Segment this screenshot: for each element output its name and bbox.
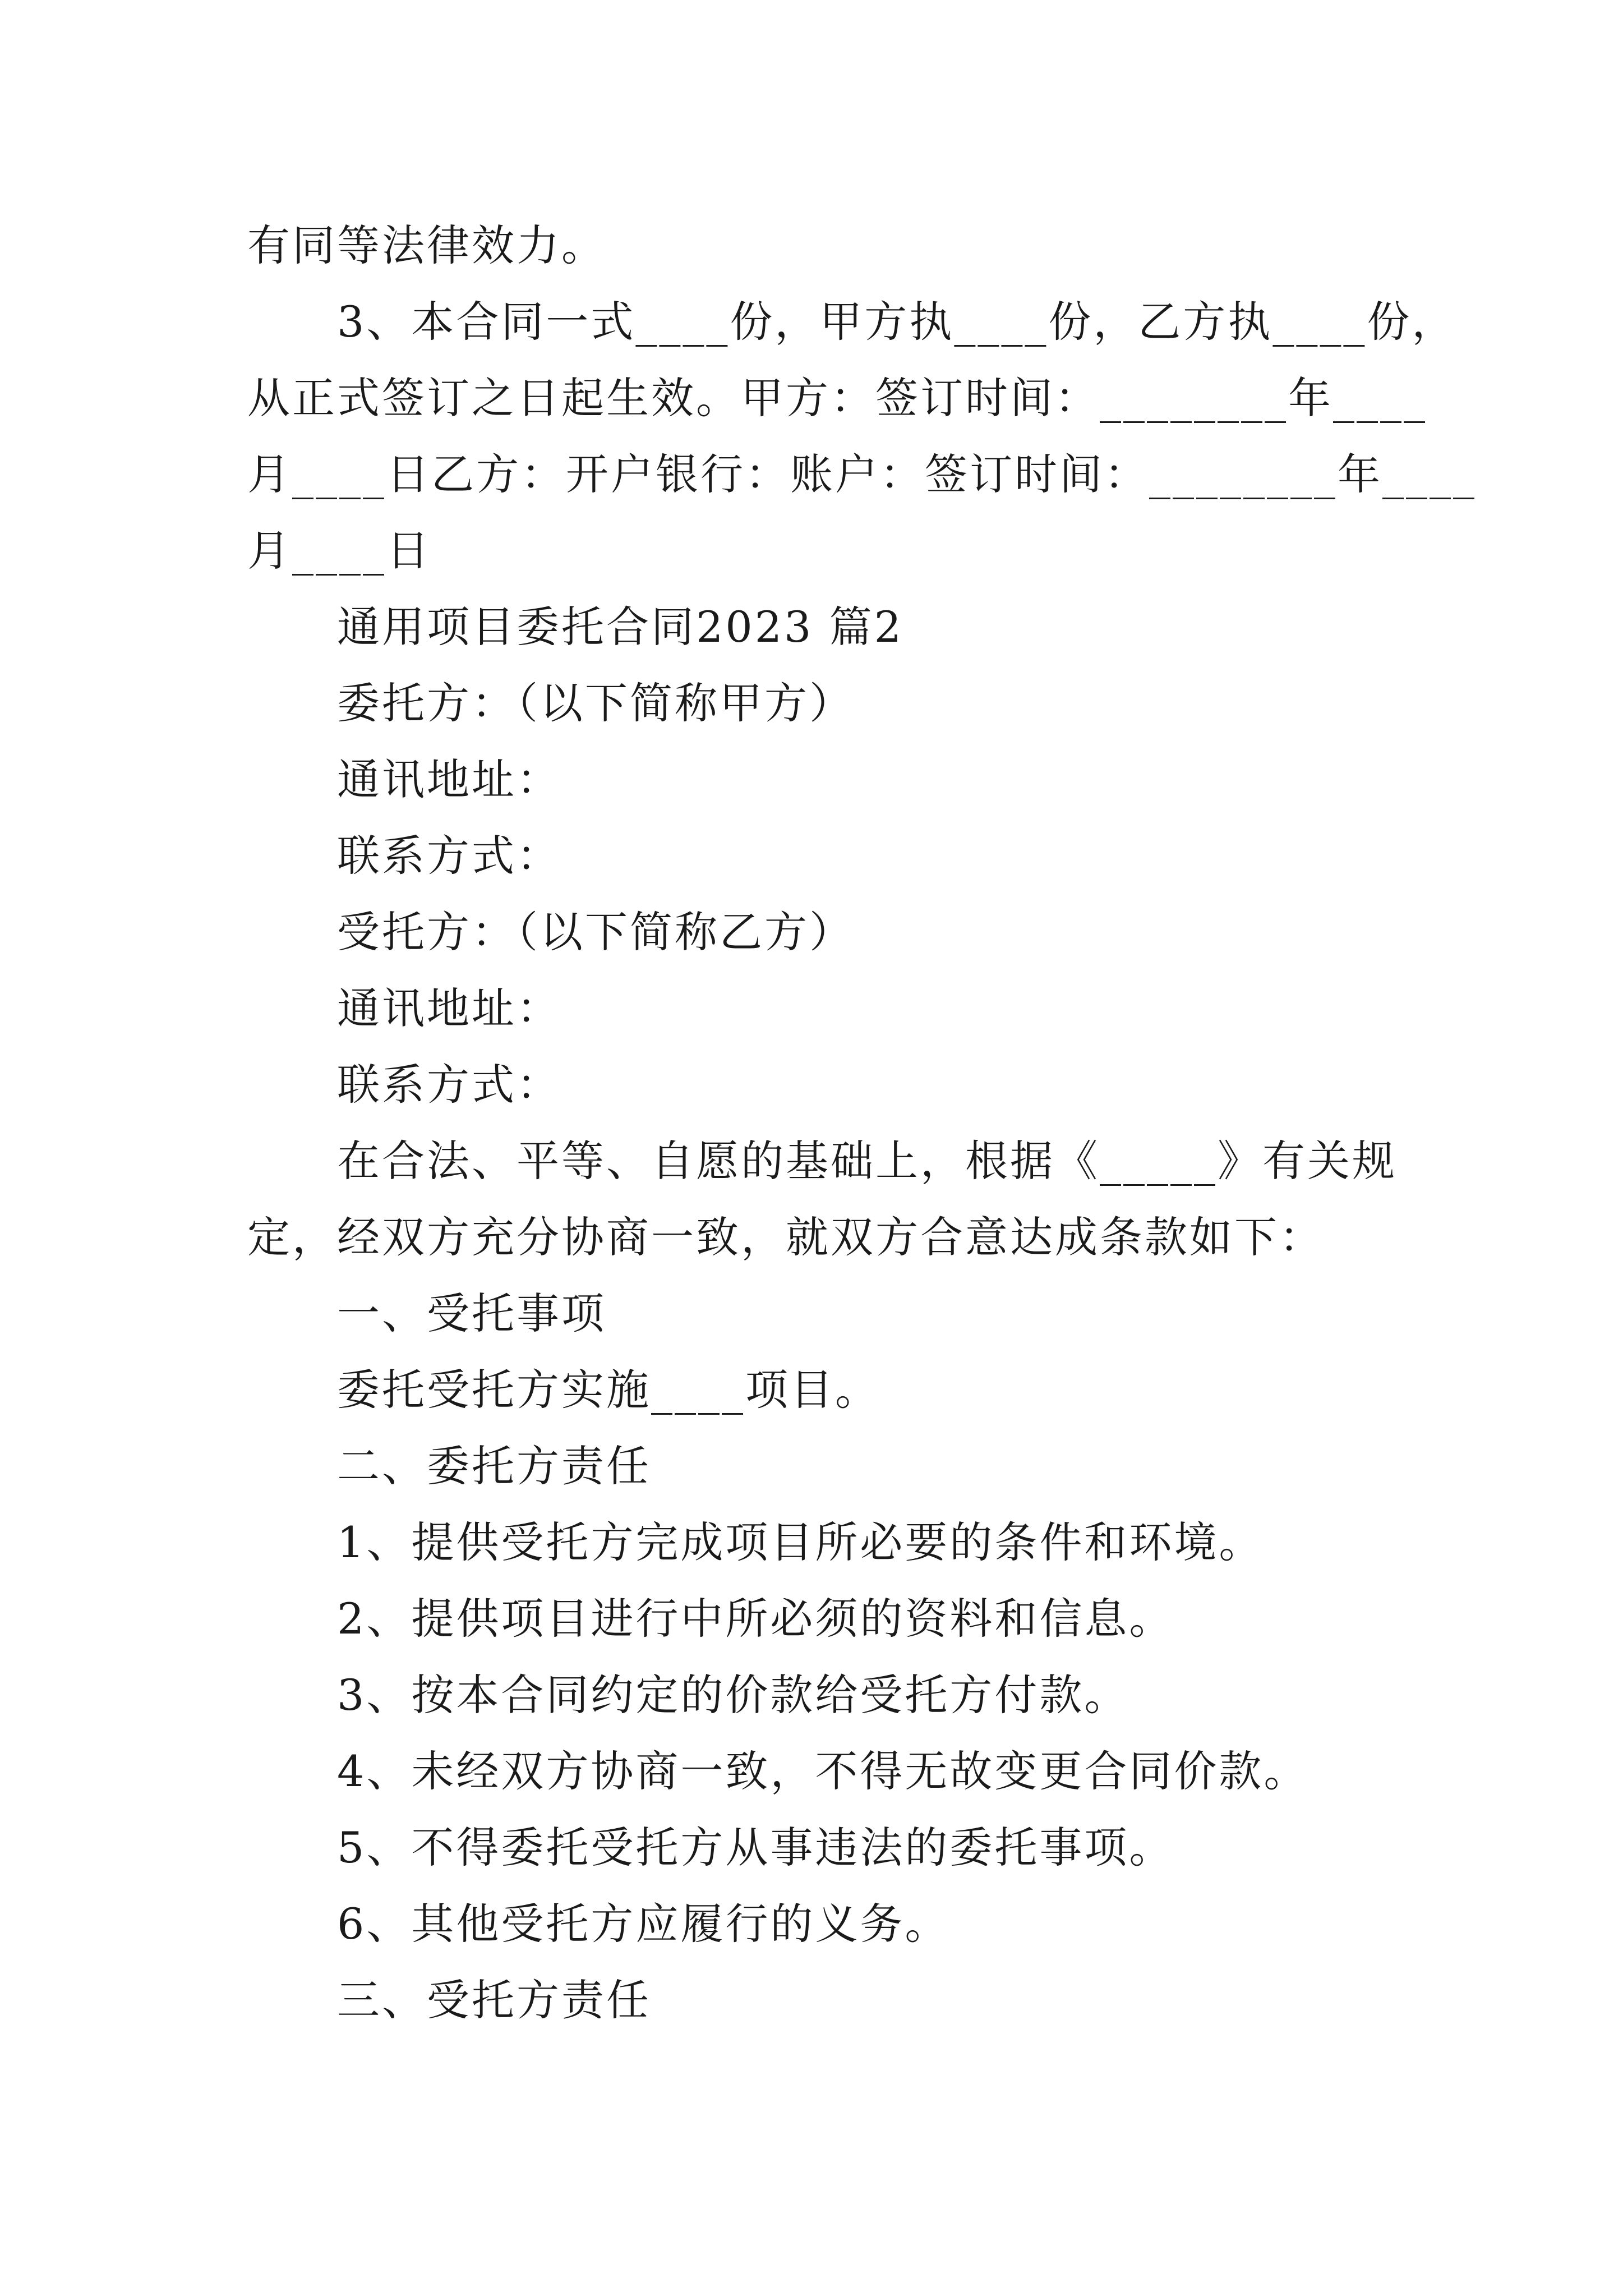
entrusted-project: 委托受托方实施____项目。 bbox=[337, 1365, 880, 1415]
party-b-contact: 联系方式： bbox=[337, 1060, 561, 1110]
client-duty-1: 1、提供受托方完成项目所必要的条件和环境。 bbox=[337, 1517, 1264, 1567]
party-a-contact: 联系方式： bbox=[337, 831, 561, 881]
text-line: 有同等法律效力。 bbox=[247, 220, 606, 270]
heading-client-duties: 二、委托方责任 bbox=[337, 1441, 651, 1491]
party-a-address: 通讯地址： bbox=[337, 754, 561, 804]
client-duty-4: 4、未经双方协商一致，不得无故变更合同价款。 bbox=[337, 1746, 1309, 1796]
client-duty-2: 2、提供项目进行中所必须的资料和信息。 bbox=[337, 1594, 1174, 1644]
party-b-label: 受托方：（以下简称乙方） bbox=[337, 907, 854, 957]
clause-copies: 3、本合同一式____份，甲方执____份，乙方执____份， bbox=[337, 297, 1457, 347]
text-line: 月____日乙方：开户银行：账户：签订时间：________年____ bbox=[247, 449, 1477, 499]
document-body bbox=[247, 208, 1477, 2039]
text-line: 月____日 bbox=[247, 526, 431, 576]
client-duty-3: 3、按本合同约定的价款给受托方付款。 bbox=[337, 1670, 1129, 1720]
client-duty-6: 6、其他受托方应履行的义务。 bbox=[337, 1899, 950, 1949]
preamble-line-2: 定，经双方充分协商一致，就双方合意达成条款如下： bbox=[247, 1212, 1324, 1262]
heading-trustee-duties: 三、受托方责任 bbox=[337, 1975, 651, 2025]
client-duty-5: 5、不得委托受托方从事违法的委托事项。 bbox=[337, 1823, 1174, 1872]
section-title: 通用项目委托合同2023 篇2 bbox=[337, 602, 903, 652]
party-a-label: 委托方：（以下简称甲方） bbox=[337, 678, 854, 728]
preamble-line-1: 在合法、平等、自愿的基础上，根据《_____》有关规 bbox=[337, 1136, 1397, 1186]
text-line: 从正式签订之日起生效。甲方：签订时间：________年____ bbox=[247, 373, 1427, 423]
party-b-address: 通讯地址： bbox=[337, 983, 561, 1033]
heading-entrusted-matters: 一、受托事项 bbox=[337, 1289, 606, 1338]
